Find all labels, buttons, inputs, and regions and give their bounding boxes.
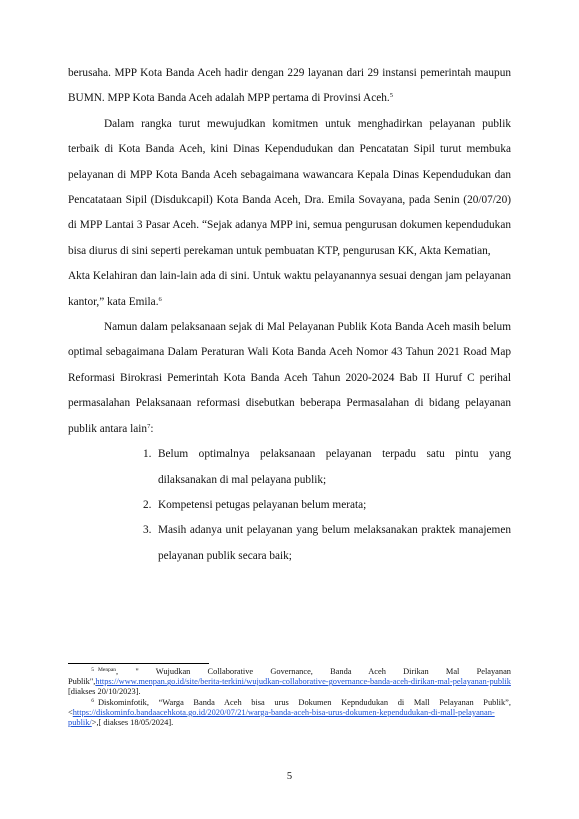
list-text: Belum optimalnya pelaksanaan pelayanan terpadu satu pintu yang dilaksanakan di mal pelayana publik; xyxy=(158,448,511,486)
footnote-5-text: , " Wujudkan Collaborative Governance, Banda Aceh Dirikan Mal Pelayanan Publik", xyxy=(68,667,511,687)
paragraph-3-text: Akta Kelahiran dan lain-lain ada di sini. Untuk waktu pelayanannya sesuai dengan jam pelayanan kantor,” kata Emila. xyxy=(68,270,511,308)
paragraph-1-text: berusaha. MPP Kota Banda Aceh hadir dengan 229 layanan dari 29 instansi pemerintah maupun BUMN. MPP Kota Banda Aceh adalah MPP pertama di Provinsi Aceh. xyxy=(68,67,511,105)
footnote-5-mark: 5 xyxy=(91,667,94,673)
footnote-ref-6[interactable]: 6 xyxy=(158,295,162,303)
footnote-6-text: Diskominfotik, “Warga Banda Aceh bisa urus Dokumen Kepndudukan di Mall Pelayanan Publik”,< xyxy=(68,697,511,717)
footnote-6 xyxy=(68,698,511,729)
paragraph-3 xyxy=(68,264,511,315)
list-number: 1. xyxy=(143,448,152,461)
footnote-6-access: >,[ diakses 18/05/2024]. xyxy=(91,718,174,728)
list-item xyxy=(112,442,511,493)
page-number: 5 xyxy=(286,771,293,782)
footnote-5-link[interactable]: https://www.menpan.go.id/site/berita-terkini/wujudkan-collaborative-governance-banda-aceh-dirikan-mal-pelayanan-publik xyxy=(95,677,511,687)
paragraph-4 xyxy=(68,315,511,442)
footnote-6-link[interactable]: https://diskominfo.bandaacehkota.go.id/2020/07/21/warga-banda-aceh-bisa-urus-dokumen-kependudukan-di-mall-pelayanan-publik/ xyxy=(68,707,495,728)
footnote-6-mark: 6 xyxy=(91,697,94,704)
list-number: 3. xyxy=(143,524,152,537)
footnotes xyxy=(68,667,511,728)
list-text: Masih adanya unit pelayanan yang belum melaksanakan praktek manajemen pelayanan publik secara baik; xyxy=(158,524,511,562)
footnote-5-source: Menpan xyxy=(98,667,117,673)
footnote-ref-5[interactable]: 5 xyxy=(389,92,393,100)
problem-list xyxy=(68,442,511,569)
body-text xyxy=(68,61,511,569)
paragraph-4-text: Namun dalam pelaksanaan sejak di Mal Pelayanan Publik Kota Banda Aceh masih belum optimal sebagaimana Dalam Peraturan Wali Kota Banda Aceh Nomor 43 Tahun 2021 Road Map Reformasi Birokrasi Pemerintah Kota Banda Aceh Tahun 2020-2024 Bab II Huruf C perihal permasalahan Pelaksanaan reformasi disebutkan beberapa Permasalahan di bidang pelayanan publik antara lain xyxy=(68,321,511,435)
list-item xyxy=(112,493,511,518)
list-item xyxy=(112,518,511,569)
footnote-5-access: [diakses 20/10/2023]. xyxy=(68,687,141,697)
paragraph-4-colon: : xyxy=(150,422,154,435)
paragraph-2: Dalam rangka turut mewujudkan komitmen untuk menghadirkan pelayanan publik terbaik di Kota Banda Aceh, kini Dinas Kependudukan dan Pencatatan Sipil turut membuka pelayanan di MPP Kota Banda Aceh sebagaimana wawancara Kepala Dinas Kependudukan dan Pencatataan Sipil (Disdukcapil) Kota Banda Aceh, Dra. Emila Sovayana, pada Senin (20/07/20) di MPP Lantai 3 Pasar Aceh. “Sejak adanya MPP ini, semua pengurusan dokumen kependudukan bisa diurus di sini seperti perekaman untuk pembuatan KTP, pengurusan KK, Akta Kematian, xyxy=(68,117,511,257)
list-number: 2. xyxy=(143,498,152,511)
footnote-5 xyxy=(68,667,511,698)
list-text: Kompetensi petugas pelayanan belum merata; xyxy=(158,498,367,511)
footnote-ref-7[interactable]: 7 xyxy=(147,422,151,430)
paragraph-1 xyxy=(68,61,511,112)
footnote-separator xyxy=(68,663,209,664)
